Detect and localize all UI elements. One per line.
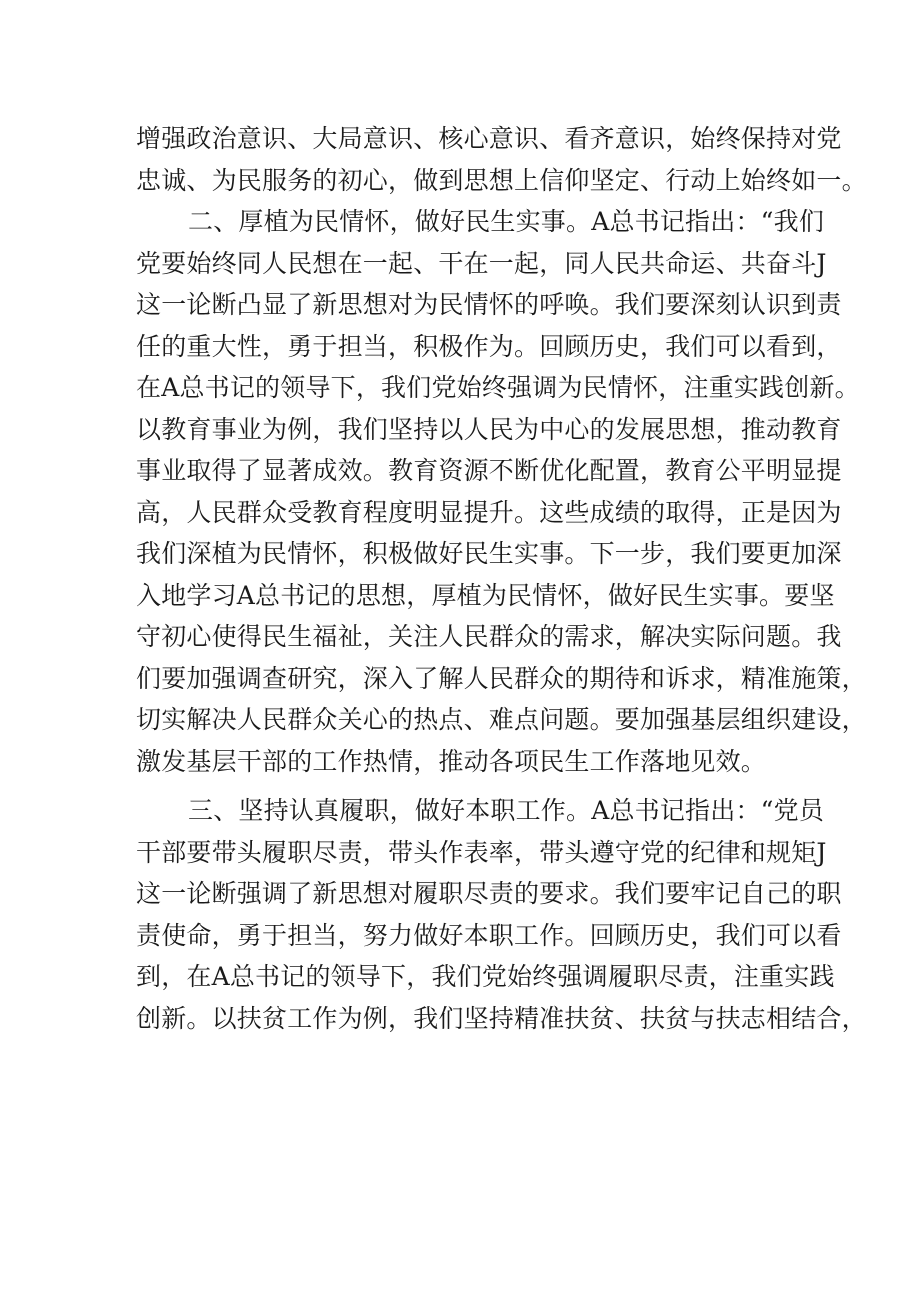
text-line: 守初心使得民生福祉，关注人民群众的需求，解决实际问题。我 (136, 622, 842, 651)
text-line: 激发基层干部的工作热情，推动各项民生工作落地见效。 (136, 746, 767, 776)
text-line: 忠诚、为民服务的初心，做到思想上信仰坚定、行动上始终如一。 (136, 165, 867, 195)
text-line: 以教育事业为例，我们坚持以人民为中心的发展思想，推动教育 (136, 414, 842, 444)
document-body (136, 118, 867, 1039)
text-line: 事业取得了显著成效。教育资源不断优化配置，教育公平明显提 (136, 456, 842, 485)
paragraph-heading-line: 二、厚植为民情怀，做好民生实事。A总书记指出：“我们 (188, 207, 825, 236)
text-line: 们要加强调查研究，深入了解人民群众的期待和诉求，精准施策， (136, 663, 867, 693)
text-line: 责使命，勇于担当，努力做好本职工作。回顾历史，我们可以看 (136, 920, 842, 950)
paragraph-2 (136, 201, 867, 782)
text-line: 创新。以扶贫工作为例，我们坚持精准扶贫、扶贫与扶志相结合， (136, 1003, 867, 1033)
text-line: 党要始终同人民想在一起、干在一起，同人民共命运、共奋斗J (136, 248, 827, 278)
text-line: 这一论断强调了新思想对履职尽责的要求。我们要牢记自己的职 (136, 879, 842, 908)
paragraph-spacer (136, 782, 816, 790)
paragraph-3 (136, 790, 867, 1039)
text-line: 入地学习A总书记的思想，厚植为民情怀，做好民生实事。要坚 (136, 580, 835, 610)
text-line: 这一论断凸显了新思想对为民情怀的呼唤。我们要深刻认识到责 (136, 290, 842, 319)
paragraph-heading-line: 三、坚持认真履职，做好本职工作。A总书记指出：“党员 (188, 796, 825, 825)
text-line: 任的重大性，勇于担当，积极作为。回顾历史，我们可以看到， (136, 331, 842, 361)
text-line: 切实解决人民群众关心的热点、难点问题。要加强基层组织建设， (136, 705, 867, 734)
text-line: 我们深植为民情怀，积极做好民生实事。下一步，我们要更加深 (136, 539, 842, 568)
text-line: 增强政治意识、大局意识、核心意识、看齐意识，始终保持对党 (136, 124, 842, 153)
text-line: 高，人民群众受教育程度明显提升。这些成绩的取得，正是因为 (136, 497, 842, 527)
text-line: 干部要带头履职尽责，带头作表率，带头遵守党的纪律和规矩J (136, 837, 827, 867)
text-line: 到，在A总书记的领导下，我们党始终强调履职尽责，注重实践 (136, 962, 835, 991)
text-line: 在A总书记的领导下，我们党始终强调为民情怀，注重实践创新。 (136, 373, 860, 402)
paragraph-1 (136, 118, 867, 201)
